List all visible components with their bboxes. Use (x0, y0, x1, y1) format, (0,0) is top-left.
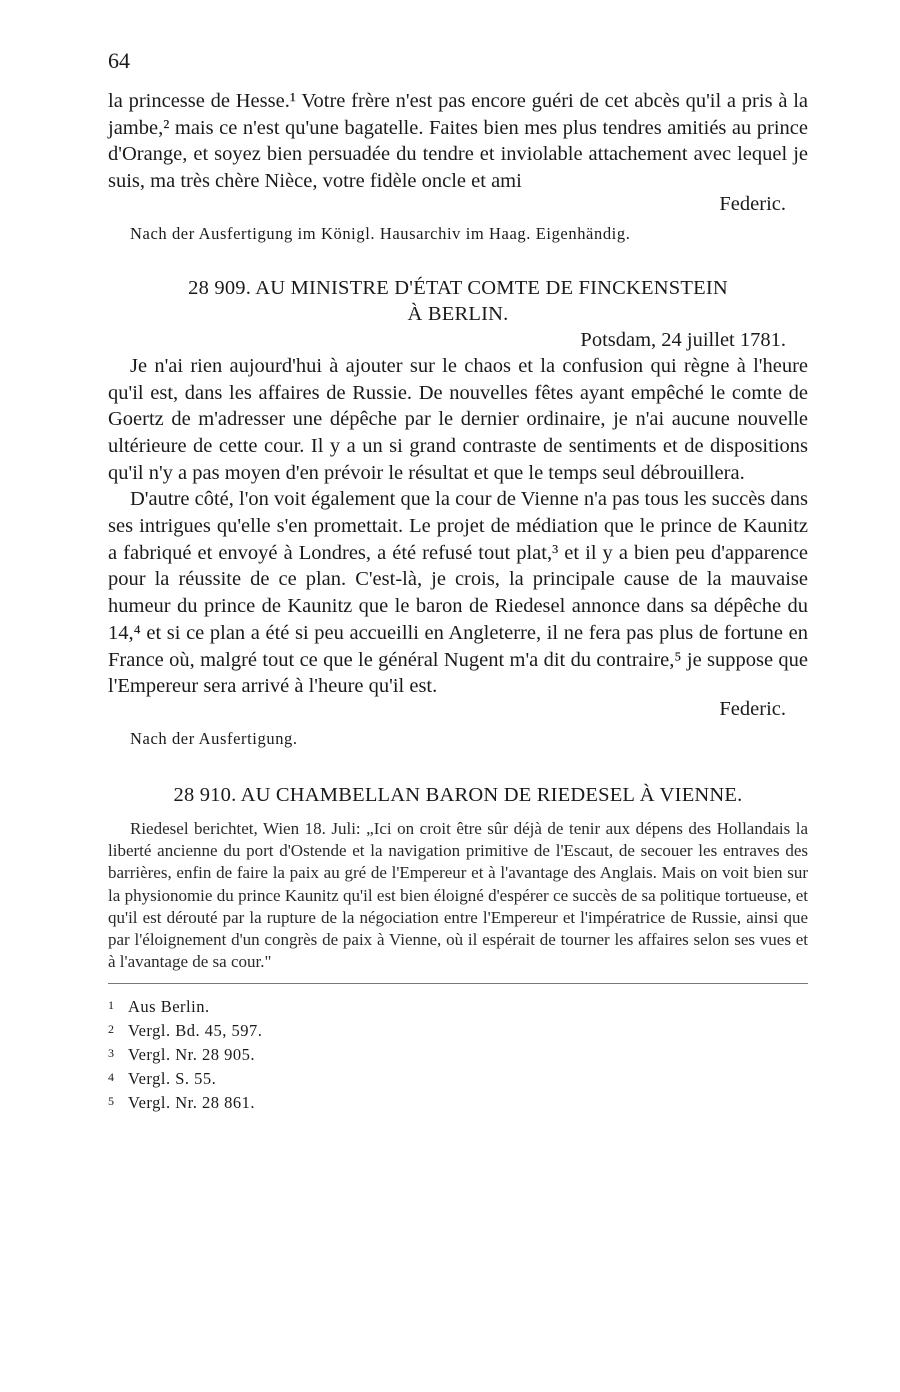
footnote-number: 4 (108, 1070, 115, 1085)
footnote-text: Vergl. S. 55. (128, 1069, 217, 1089)
letter-28909 (108, 275, 808, 750)
footnote-number: 3 (108, 1046, 115, 1061)
signature: Federic. (719, 192, 786, 215)
footnotes (108, 994, 808, 1114)
footnote (108, 1042, 808, 1066)
source-note: Nach der Ausfertigung im Königl. Hausarchiv im Haag. Eigenhändig. (130, 223, 631, 243)
footnote-number: 2 (108, 1022, 115, 1037)
footnote-text: Vergl. Nr. 28 861. (128, 1093, 255, 1113)
footnote-divider (108, 983, 808, 984)
dateline: Potsdam, 24 juillet 1781. (580, 328, 786, 351)
signature: Federic. (719, 697, 786, 720)
document-page (108, 44, 808, 1114)
report-summary: Riedesel berichtet, Wien 18. Juli: „Ici on croit être sûr déjà de tenir aux dépens des Hollandais la liberté ancienne du port d'Ostende et la navigation primitive de l'Escaut, de secouer les entraves des barrières, enfin de faire la paix au gré de l'Empereur et à l'avantage des Anglais. Mais on voit bien sur la physionomie du prince Kaunitz qu'il est bien éloigné d'espérer ce succès de sa politique tortueuse, et qu'il est dérouté par la rupture de la négociation entre l'Empereur et l'impératrice de Russie, ainsi que par l'éloignement d'un congrès de paix à Vienne, où il espérait de tourner les affaires selon ses vues et à l'avantage de sa cour." (108, 818, 808, 972)
letter-paragraph: Je n'ai rien aujourd'hui à ajouter sur le chaos et la confusion qui règne à l'heure qu'il est, dans les affaires de Russie. De nouvelles fêtes ayant empêché le comte de Goertz de m'adresser une dépêche par le dernier ordinaire, je n'ai aucune nouvelle ultérieure de cette cour. Il y a un si grand contraste de sentiments et de dispositions qu'il n'y a pas moyen d'en prévoir le résultat et que le temps seul débrouillera. (108, 354, 808, 484)
footnote (108, 994, 808, 1018)
letter-paragraph: D'autre côté, l'on voit également que la cour de Vienne n'a pas tous les succès dans ses intrigues qu'elle s'en promettait. Le projet de médiation que le prince de Kaunitz a fabriqué et envoyé à Londres, a été refusé tout plat,³ et il y a bien peu d'apparence pour la réussite de ce plan. C'est-là, je crois, la principale cause de la mauvaise humeur du prince de Kaunitz que le baron de Riedesel annonce dans sa dépêche du 14,⁴ et si ce plan a été si peu accueilli en Angleterre, il ne fera pas plus de fortune en France où, malgré tout ce que le général Nugent m'a dit du contraire,⁵ je suppose que l'Empereur sera arrivé à l'heure qu'il est. (108, 488, 808, 698)
footnote (108, 1090, 808, 1114)
footnote (108, 1018, 808, 1042)
letter-heading: 28 910. AU CHAMBELLAN BARON DE RIEDESEL À VIENNE. (173, 783, 743, 806)
footnote (108, 1066, 808, 1090)
footnote-text: Aus Berlin. (128, 997, 210, 1017)
footnote-number: 1 (108, 998, 115, 1013)
letter-body: la princesse de Hesse.¹ Votre frère n'est pas encore guéri de cet abcès qu'il a pris à la jambe,² mais ce n'est qu'une bagatelle. Faites bien mes plus tendres amitiés au prince d'Orange, et soyez bien persuadée du tendre et inviolable attachement avec lequel je suis, ma très chère Nièce, votre fidèle oncle et ami (108, 90, 808, 193)
footnote-text: Vergl. Nr. 28 905. (128, 1045, 255, 1065)
page-number: 64 (108, 48, 130, 73)
letter-28908-continuation (108, 88, 808, 245)
source-note: Nach der Ausfertigung. (130, 728, 298, 748)
footnote-number: 5 (108, 1094, 115, 1109)
letter-28910 (108, 782, 808, 973)
letter-heading: 28 909. AU MINISTRE D'ÉTAT COMTE DE FINCKENSTEIN (188, 276, 728, 299)
footnote-text: Vergl. Bd. 45, 597. (128, 1021, 263, 1041)
letter-heading-line2: À BERLIN. (407, 302, 509, 325)
